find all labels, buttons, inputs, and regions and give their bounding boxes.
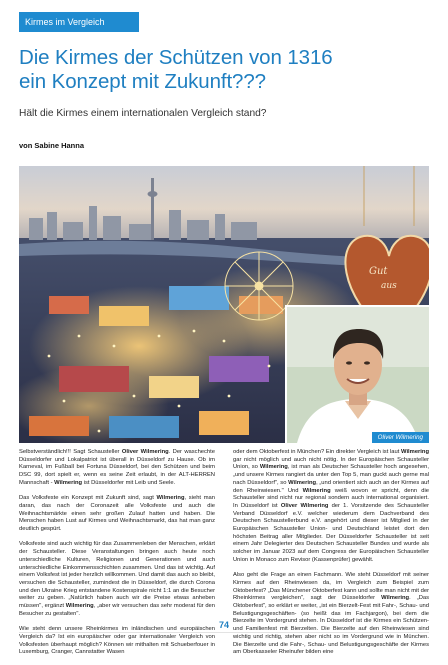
emphasis-text: Wilmering	[381, 595, 410, 602]
body-text: Volksfeste sind auch wichtig für das Zusammenleben der Menschen, erklärt der Schausteller. Diese Veranstaltungen bringen auch heute noch unterschiedliche Kulturen, Religionen und Generationen und auch unterschiedliche Einkommensschichten zusammen. Und das ist wichtig. Auf einem Volksfest ist jeder herzlich willkommen. Und damit das auch so bleibt, versuchen die Schausteller, zumindest die in Düsseldorf, die durch Corona und den Ukraine Krieg entstandene Kostenspirale nicht 1:1 an die Besucher weiter zu geben. „Natürlich haben auch wir die Preise etwas anheben müssen", ergänzt	[19, 541, 215, 610]
emphasis-text: Oliver Wilmering	[121, 449, 169, 455]
paragraph	[233, 572, 429, 657]
body-text: ist Düsseldorfer mit Leib und Seele.	[82, 479, 176, 486]
svg-text:aus: aus	[381, 281, 397, 291]
body-text: . Der waschechte Düsseldorfer und Lokalpatriot ist überall in Düsseldorf zu Hause. Ob im Karneval, im Fußball bei Fortuna Düsseldorf, bei den Schützen und beim DSC 99, dort spielt er, wenn es seine Zeit erlaubt, in der ALT-HERREN Mannschaft -	[19, 449, 215, 486]
emphasis-text: Oliver Wilmering	[280, 502, 329, 509]
body-text: oder dem Oktoberfest in München? Ein direkter Vergleich ist laut	[233, 449, 402, 455]
portrait-illustration	[287, 307, 429, 443]
emphasis-text: Wilmering	[288, 479, 317, 486]
body-text: . „Das Oktoberfest", so erklärt er weiter, „ist ein Bierzelt-Fest mit Fahr-, Schau- und Belustigungsgeschäften- (so heißt das im Fachjargon), bei dem die Bierzelte im Vordergrund stehen. In Düsseldorf ist die Kirmes ein Schützen- und Familienfest mit Bierzelten. Die Bierzelte auf den Rheinwiesen sind wichtig und richtig, stehen aber nicht so im Vordergrund wie in München. Die Bierzelte und die Fahr-, Schau- und Belustigungsgeschäfte der Kirmes am Oberkasseler Rheinufer bilden eine	[233, 595, 430, 656]
body-text: gar nicht möglich und auch nicht nötig. In der Europäischen Schausteller Union, so	[233, 456, 429, 471]
emphasis-text: Wilmering	[65, 603, 94, 610]
article-headline	[19, 46, 429, 94]
emphasis-text: Wilmering	[302, 487, 331, 494]
body-text: , „und orientiert sich auch an der Kirmes auf den Rheinwiesen." Und	[233, 479, 430, 494]
body-text: der 1. Vorsitzende des Schausteller Verband Düsseldorf e.V. welcher wiederum dem Dachverband des Deutschen Schaustellerbund e.V. angehört und dieser ist Mitglied in der Europäischen Schausteller Union- und Deutschland leistet dort den höchsten Beitrag aller Mitglieder. Der Düsseldorfer Schausteller ist seit einem Jahr Delegierter des Deutschen Schausteller Bundes und wurde als solcher im Januar 2023 auf dem Congress der Europäischen Schausteller Union in Monaco zum Revisor (Kassenprüfer) gewählt.	[233, 502, 430, 563]
body-text: weiß wovon er spricht, denn die Schausteller sind nicht nur regional sondern auch international organisiert. In Düsseldorf ist	[233, 487, 429, 509]
body-text: , „aber wir versuchen das sehr moderat für den Besucher zu gestalten".	[19, 603, 215, 617]
paragraph	[19, 541, 215, 618]
body-text: Also geht die Frage an einen Fachmann. Wie steht Düsseldorf mit seiner Kirmes auf den Rheinwiesen da, im Vergleich zum Beispiel zum Oktoberfest? „Das Münchener Oktoberfest kann und sollte man nicht mit der Rheinkirmes vergleichen", sagt der Düsseldorfer	[233, 572, 429, 602]
emphasis-text: Wilmering	[401, 449, 429, 455]
page-number: 74	[218, 620, 229, 630]
emphasis-text: Wilmering	[156, 495, 185, 502]
portrait-photo	[285, 305, 429, 443]
body-text: Das Volksfeste ein Konzept mit Zukunft sind, sagt	[19, 495, 157, 502]
emphasis-text: Wilmering	[54, 479, 83, 486]
paragraph	[233, 449, 429, 565]
body-text: Selbstverständlich!!! Sagt Schausteller	[19, 449, 122, 455]
section-tag: Kirmes im Vergleich	[19, 12, 139, 32]
emphasis-text: Wilmering	[259, 464, 288, 471]
body-text: , sieht man daran, das nach der Coronazeit alle Volksfeste und auch die Weihnachtsmärkte einen sehr großen Zulauf hatten und haben. Die Menschen haben Lust auf Kirmes und Weihnachtsmarkt, das hat man ganz deutlich gespürt.	[19, 495, 215, 533]
paragraph	[19, 449, 215, 488]
body-text: , ist man als Deutscher Schausteller hoch angesehen, „und unsere Kirmes rangiert da unter den Top 5, man guckt auch gerne mal nach Düsseldorf", so	[233, 464, 430, 486]
paragraph	[19, 495, 215, 534]
headline-line-1: Die Kirmes der Schützen von 1316	[19, 46, 333, 69]
svg-text:Gut: Gut	[369, 266, 388, 277]
paragraph	[19, 626, 215, 657]
author-byline: von Sabine Hanna	[19, 141, 85, 150]
article-subtitle: Hält die Kirmes einem internationalen Vergleich stand?	[19, 108, 267, 119]
footer-divider	[19, 632, 429, 633]
photo-caption: Oliver Wilmering	[372, 432, 429, 443]
body-text: Wie steht denn unsere Rheinkirmes im inländischen und europäischen Vergleich da? Ist ein europäischer oder gar internationaler Vergleich von Volksfesten überhaupt möglich? Können wir mithalten mit Schueberfouer in Luxemburg, Cranger, Cannstatter Wasen	[19, 626, 215, 656]
headline-line-2: ein Konzept mit Zukunft???	[19, 70, 266, 93]
